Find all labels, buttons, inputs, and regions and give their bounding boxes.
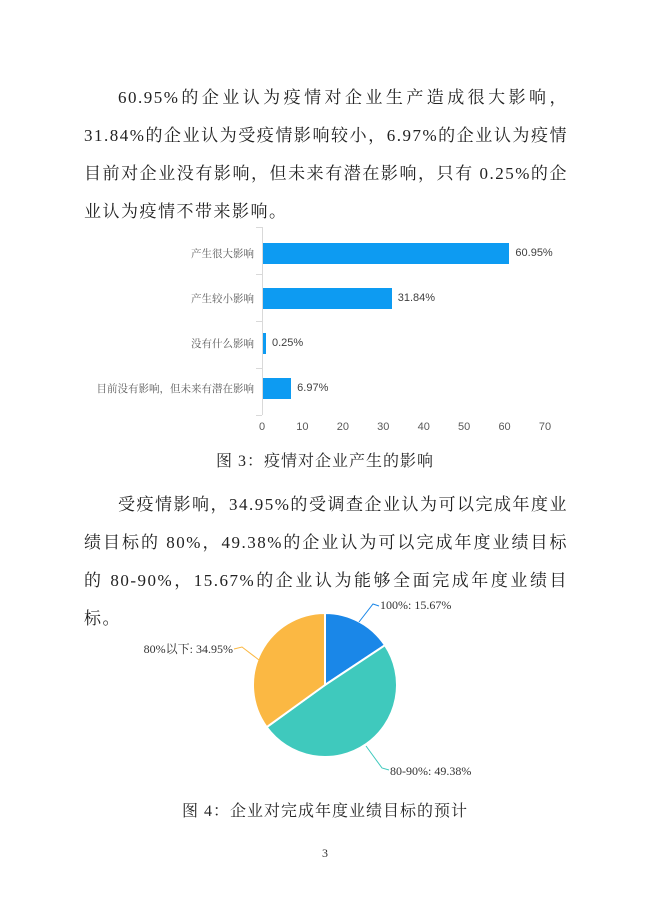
pie-chart-annual-target [0, 585, 650, 790]
paragraph-epidemic-impact: 60.95%的企业认为疫情对企业生产造成很大影响，31.84%的企业认为受疫情影响较小，6.97%的企业认为疫情目前对企业没有影响，但未来有潜在影响，只有 0.25%的企业认为疫情不带来影响。 [84, 88, 568, 221]
x-axis-tick-label: 0 [258, 421, 266, 433]
axis-tick [256, 415, 262, 416]
axis-tick [256, 274, 262, 275]
pie-label-100: 100%: 15.67% [380, 598, 452, 612]
x-axis-tick-label: 40 [417, 421, 430, 433]
bar [263, 243, 509, 264]
x-axis-tick-label: 70 [538, 421, 552, 433]
bar-value-label: 60.95% [515, 247, 553, 259]
bar-category-label: 目前没有影响，但未来有潜在影响 [96, 383, 254, 395]
pie-leader-line-80%以下 [234, 647, 259, 660]
pie-graphic [140, 590, 510, 790]
axis-tick [256, 227, 262, 228]
axis-tick [256, 321, 262, 322]
x-axis-tick-label: 60 [498, 421, 511, 433]
bar-value-label: 6.97% [297, 382, 329, 394]
bar-chart-epidemic-impact [0, 224, 650, 438]
pie-leader-line-80-90% [366, 746, 389, 770]
bar [263, 378, 291, 399]
figure4-caption: 图 4：企业对完成年度业绩目标的预计 [181, 803, 468, 820]
x-axis-tick-label: 50 [458, 421, 471, 433]
pie-label-80-90: 80-90%: 49.38% [390, 764, 472, 778]
axis-tick [256, 368, 262, 369]
bar-value-label: 0.25% [272, 337, 304, 349]
bar [263, 288, 392, 309]
x-axis-tick-label: 10 [296, 421, 309, 433]
bar-category-label: 产生很大影响 [191, 248, 254, 260]
bar-value-label: 31.84% [397, 292, 436, 304]
figure3-caption: 图 3：疫情对企业产生的影响 [215, 453, 434, 470]
x-axis-tick-label: 20 [336, 421, 349, 433]
bar-category-label: 产生较小影响 [191, 293, 254, 305]
bar [263, 333, 266, 354]
page-number: 3 [322, 846, 328, 860]
paragraph-annual-target: 受疫情影响，34.95%的受调查企业认为可以完成年度业绩目标的 80%，49.38%的企业认为可以完成年度业绩目标的 80-90%，15.67%的企业认为能够全面完成年度业绩目标。 [84, 495, 568, 628]
x-axis-tick-label: 30 [377, 421, 390, 433]
bar-category-label: 没有什么影响 [191, 338, 254, 350]
pie-leader-line-100% [359, 604, 379, 622]
pie-label-below-80: 80%以下: 34.95% [143, 642, 233, 656]
